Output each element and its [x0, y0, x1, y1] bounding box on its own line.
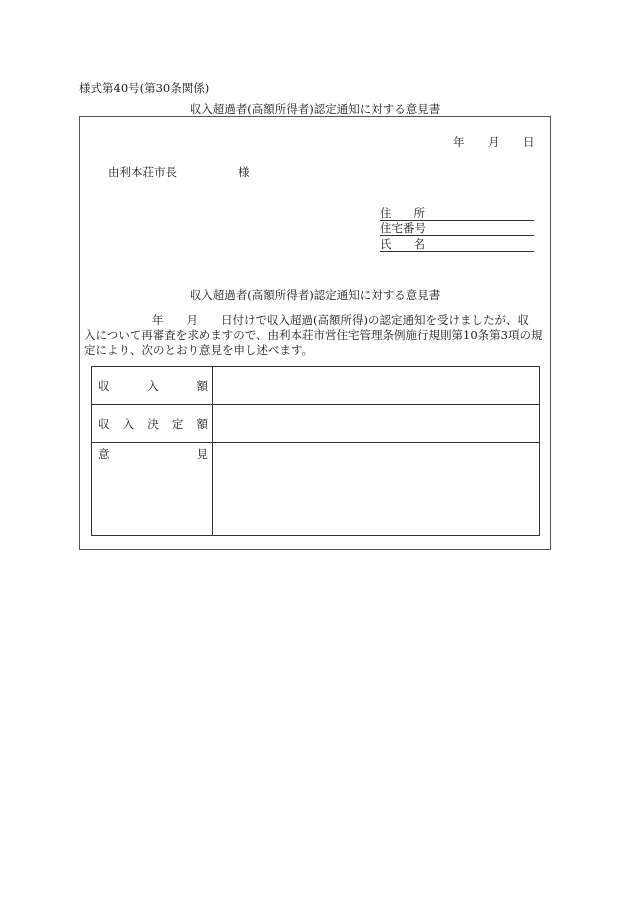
- opinion-label: [92, 443, 213, 536]
- body-line-2: 入について再審査を求めますので、由利本荘市営住宅管理条例施行規則第10条第3項の規: [84, 328, 543, 342]
- body-line-1: 年 月 日付けで収入超過(高額所得)の認定通知を受けましたが、収: [152, 313, 529, 327]
- name-label-1: 氏: [380, 237, 392, 251]
- addressee: 由利本荘市長: [108, 165, 177, 179]
- body-line-3: 定により、次のとおり意見を申し述べます。: [84, 343, 314, 357]
- table-row-income-decision: [92, 405, 540, 443]
- label-char: 収: [98, 416, 110, 431]
- date-month-label: 月: [488, 135, 500, 149]
- income-decision-label: [92, 405, 213, 443]
- address-field[interactable]: [380, 207, 534, 221]
- label-char: 額: [196, 378, 208, 393]
- document-title: 収入超過者(高額所得者)認定通知に対する意見書: [189, 288, 441, 302]
- income-value-cell[interactable]: [213, 367, 540, 405]
- address-label-1: 住: [380, 206, 392, 220]
- label-char: 定: [171, 416, 184, 431]
- table-row-opinion: [92, 443, 540, 536]
- label-char: 額: [196, 416, 208, 431]
- housing-number-field[interactable]: [380, 222, 534, 236]
- label-char: 意: [98, 447, 110, 461]
- label-char: 収: [98, 378, 110, 393]
- income-decision-value-cell[interactable]: [213, 405, 540, 443]
- label-char: 見: [196, 447, 208, 461]
- housing-number-label: 住宅番号: [380, 221, 426, 235]
- name-field[interactable]: [380, 238, 534, 252]
- page-title: 収入超過者(高額所得者)認定通知に対する意見書: [189, 102, 441, 116]
- name-label-2: 名: [413, 237, 425, 251]
- label-char: 入: [147, 378, 159, 393]
- date-day-label: 日: [523, 135, 535, 149]
- opinion-value-cell[interactable]: [213, 443, 540, 536]
- income-label: [92, 367, 213, 405]
- address-label-2: 所: [413, 206, 425, 220]
- date-year-label: 年: [453, 135, 465, 149]
- label-char: 決: [147, 416, 159, 431]
- body-text: [84, 313, 548, 358]
- table-row-income: [92, 367, 540, 405]
- honorific: 様: [238, 165, 250, 179]
- form-number-label: 様式第40号(第30条関係): [79, 81, 210, 95]
- opinion-table: [91, 366, 540, 536]
- label-char: 入: [122, 416, 135, 431]
